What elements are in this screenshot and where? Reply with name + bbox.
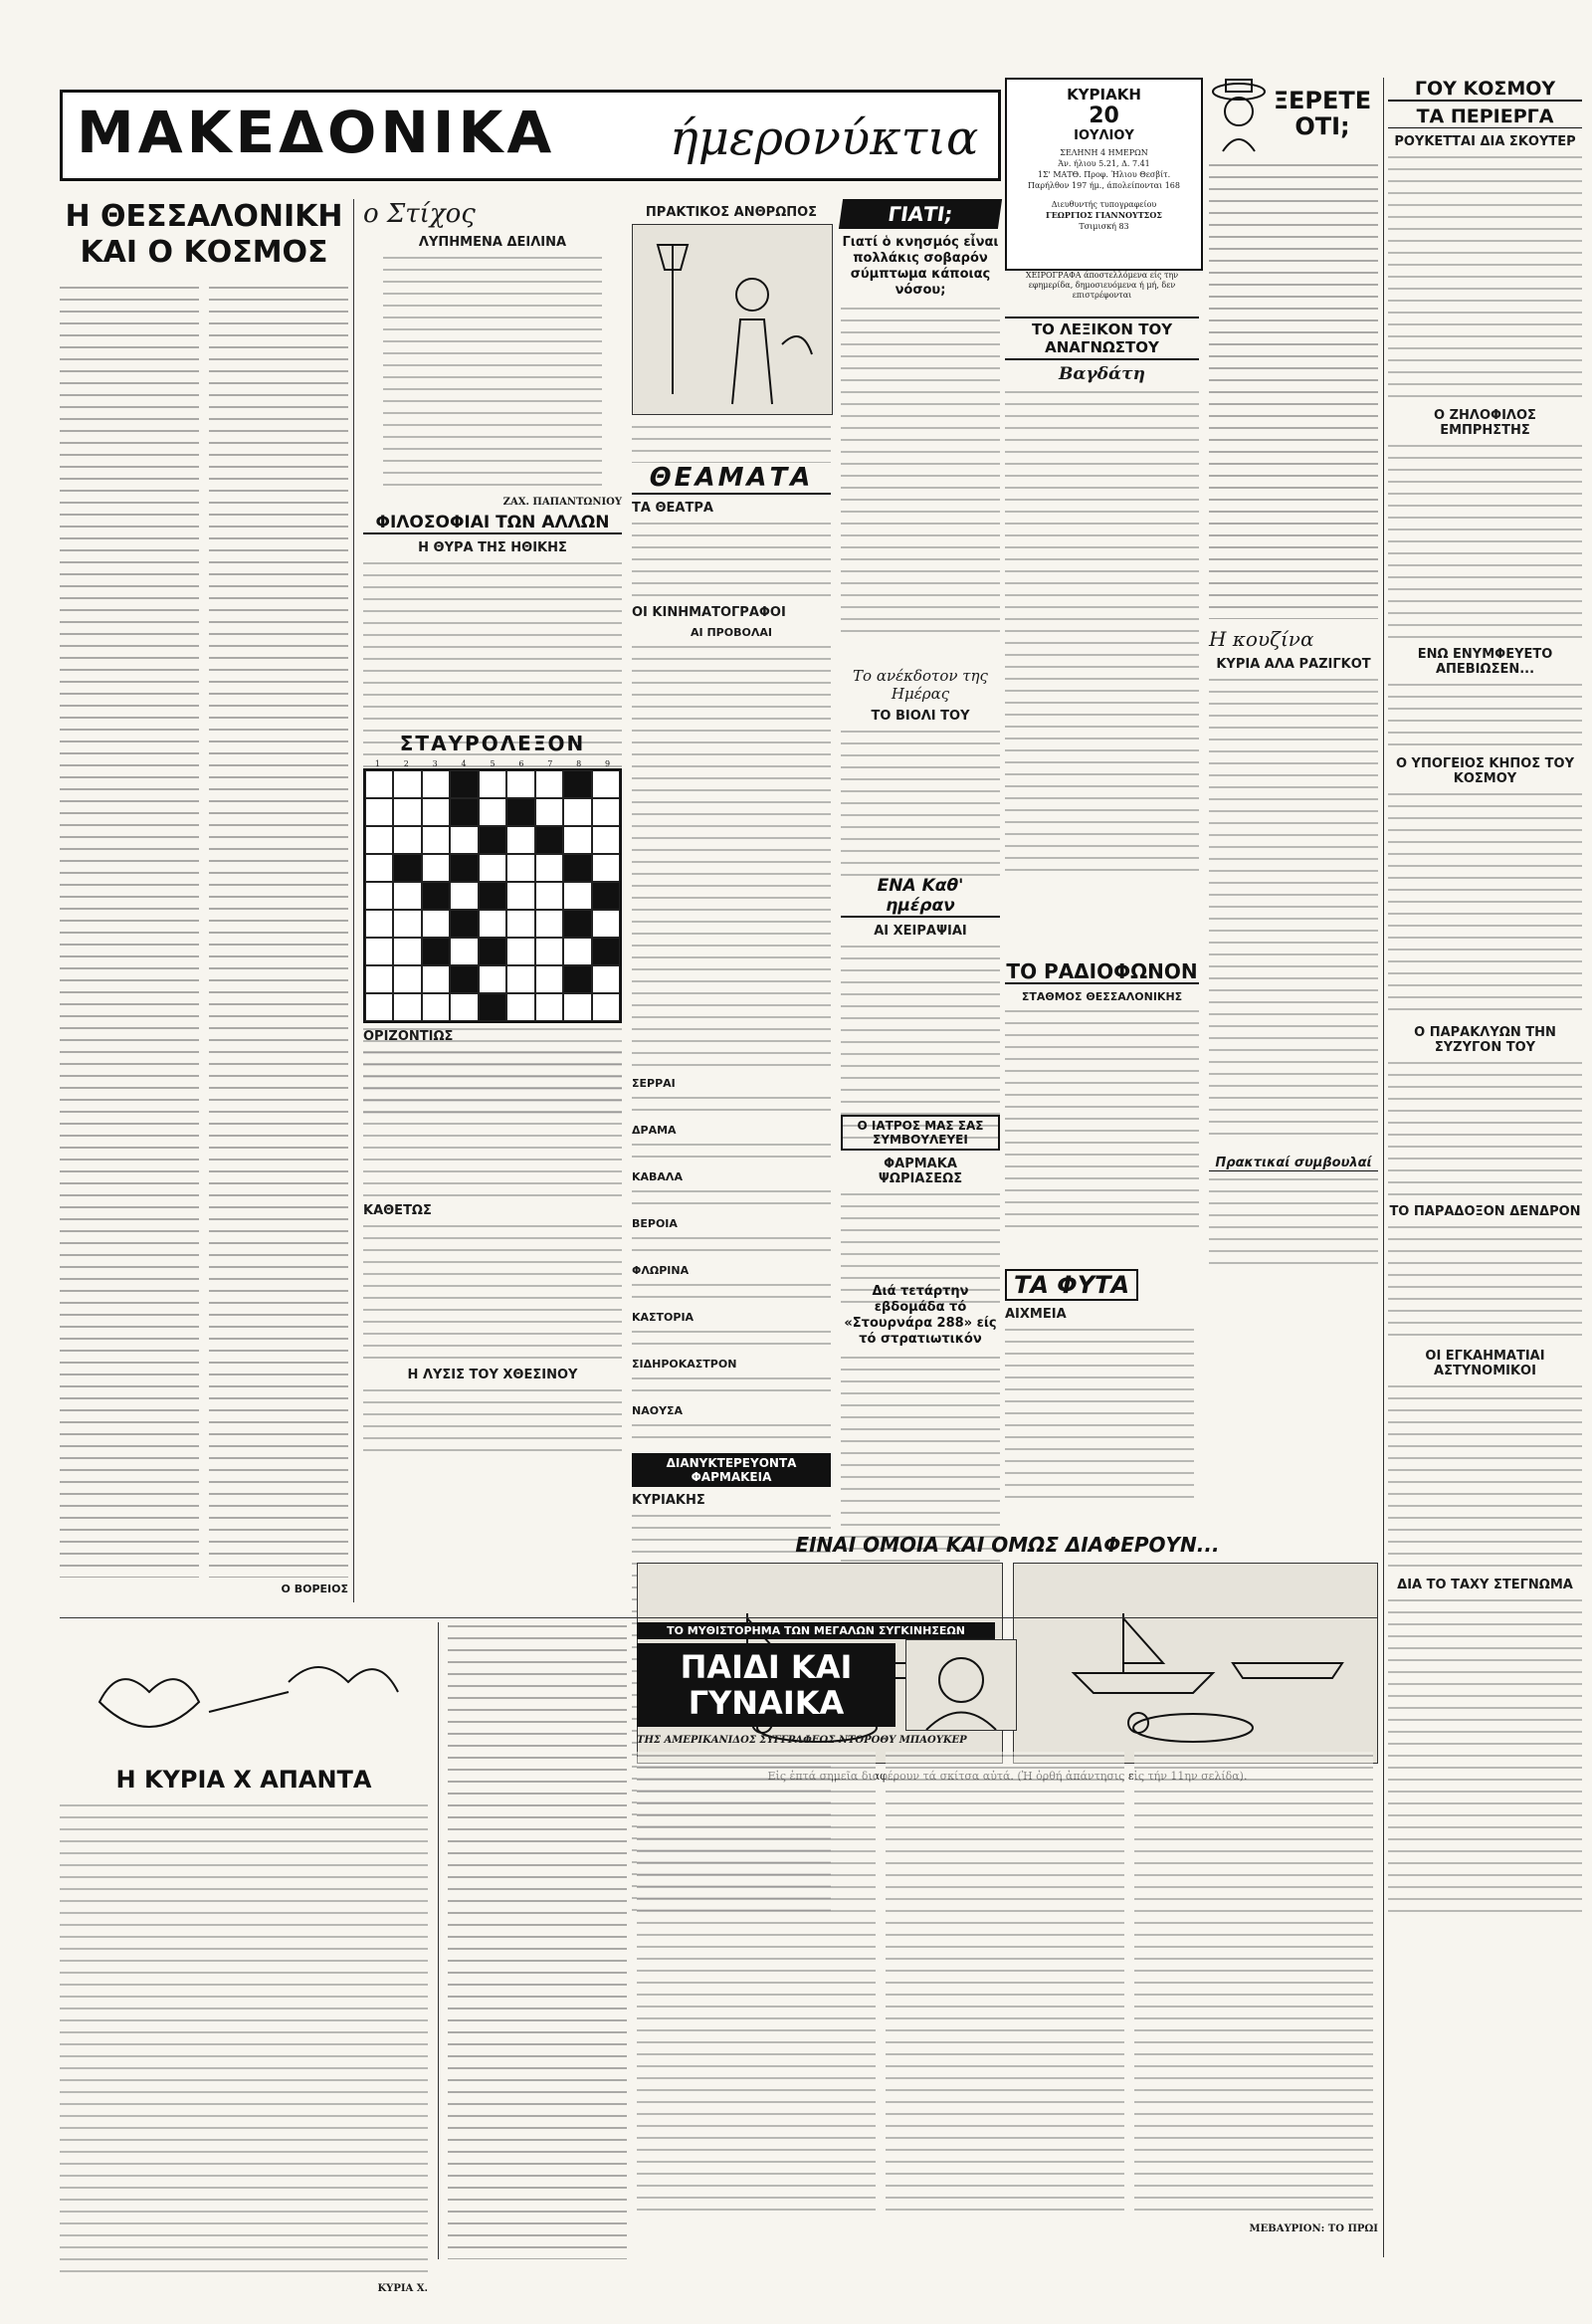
story-body bbox=[1388, 1596, 1582, 1915]
crossword-cell[interactable] bbox=[422, 965, 450, 993]
crossword-cell[interactable] bbox=[450, 993, 478, 1021]
crossword-cell bbox=[450, 770, 478, 798]
date-box bbox=[1005, 78, 1203, 271]
city-listing bbox=[632, 1187, 831, 1211]
anekdoton-body bbox=[841, 728, 1000, 877]
crossword-cell[interactable] bbox=[365, 993, 393, 1021]
ta-periérga-head: ΤΑ ΠΕΡΙΕΡΓΑ bbox=[1388, 106, 1582, 128]
crossword-cell[interactable] bbox=[479, 854, 506, 882]
crossword-cell[interactable] bbox=[479, 910, 506, 938]
lexikon-body bbox=[1005, 388, 1199, 876]
kouzina-section bbox=[1209, 627, 1378, 1144]
xerete-box bbox=[1209, 78, 1378, 157]
crossword-cell[interactable] bbox=[535, 798, 563, 826]
crossword-cell bbox=[450, 854, 478, 882]
city-head: ΣΙΔΗΡΟΚΑΣΤΡΟΝ bbox=[632, 1358, 737, 1371]
crossword-cell[interactable] bbox=[393, 882, 421, 910]
serial-col bbox=[1134, 1752, 1373, 2219]
crossword-cell bbox=[592, 882, 620, 910]
crossword-cell[interactable] bbox=[393, 965, 421, 993]
crossword-cell[interactable] bbox=[506, 938, 534, 965]
story-body bbox=[1388, 1059, 1582, 1198]
date-day: ΚΥΡΙΑΚΗ bbox=[1067, 86, 1141, 104]
cartoon-image bbox=[632, 224, 833, 415]
city-listing bbox=[632, 1328, 831, 1352]
stichos-subtitle: ΛΥΠΗΜΕΝΑ ΔΕΙΛΙΝΑ bbox=[418, 235, 567, 250]
crossword-cell[interactable] bbox=[365, 854, 393, 882]
theamata-title: ΘΕΑΜΑΤΑ bbox=[632, 463, 831, 495]
story-head: Ο ΥΠΟΓΕΙΟΣ ΚΗΠΟΣ ΤΟΥ ΚΟΣΜΟΥ bbox=[1395, 756, 1574, 786]
story-head: ΤΟ ΠΑΡΑΔΟΞΟΝ ΔΕΝΔΡΟΝ bbox=[1389, 1204, 1581, 1219]
masthead-script: ήμερονύκτια bbox=[670, 110, 979, 166]
crossword-title: ΣΤΑΥΡΟΛΕΞΟΝ bbox=[399, 732, 586, 755]
crossword-cell[interactable] bbox=[563, 882, 591, 910]
giati-headline: Γιατί ὁ κνησμός εἶναι πολλάκις σοβαρόν σύμπτωμα κάποιας νόσου; bbox=[842, 235, 999, 298]
lexikon-section bbox=[1005, 317, 1199, 876]
crossword-number: 7 bbox=[547, 759, 553, 768]
iatros-subtitle: ΦΑΡΜΑΚΑ ΨΩΡΙΑΣΕΩΣ bbox=[878, 1157, 963, 1186]
city-listing bbox=[632, 1234, 831, 1258]
date-number: 20 bbox=[1089, 104, 1119, 128]
crossword-cell[interactable] bbox=[535, 993, 563, 1021]
city-listing bbox=[632, 1094, 831, 1118]
crossword-cell bbox=[479, 993, 506, 1021]
story-body bbox=[1388, 1223, 1582, 1343]
crossword-cell[interactable] bbox=[393, 993, 421, 1021]
right-column bbox=[1388, 78, 1582, 2068]
crossword-cell[interactable] bbox=[479, 965, 506, 993]
crossword-across-clues bbox=[363, 1048, 622, 1197]
city-head: ΣΕΡΡΑΙ bbox=[632, 1077, 676, 1090]
crossword-number: 9 bbox=[605, 759, 611, 768]
crossword-cell[interactable] bbox=[592, 965, 620, 993]
crossword-cell[interactable] bbox=[563, 798, 591, 826]
crossword-cell[interactable] bbox=[506, 854, 534, 882]
story-body bbox=[1388, 153, 1582, 402]
serial-section bbox=[637, 1622, 1378, 2234]
crossword-cell[interactable] bbox=[393, 826, 421, 854]
crossword-solution-head: Η ΛΥΣΙΣ ΤΟΥ ΧΘΕΣΙΝΟΥ bbox=[407, 1368, 578, 1382]
crossword-cell[interactable] bbox=[506, 993, 534, 1021]
story-body bbox=[1388, 1382, 1582, 1572]
story-head: ΟΙ ΕΓΚΑΗΜΑΤΙΑΙ ΑΣΤΥΝΟΜΙΚΟΙ bbox=[1425, 1349, 1545, 1378]
crossword-numbers bbox=[363, 759, 622, 768]
crossword-cell[interactable] bbox=[506, 882, 534, 910]
stournara-section bbox=[841, 1284, 1000, 1563]
lead-body-col2 bbox=[209, 284, 348, 1578]
filosofies-subtitle: Η ΘΥΡΑ ΤΗΣ ΗΘΙΚΗΣ bbox=[418, 540, 567, 555]
stichos-title: ο Στίχος bbox=[363, 199, 476, 229]
city-head: ΔΡΑΜΑ bbox=[632, 1124, 677, 1137]
crossword-cell bbox=[563, 854, 591, 882]
crossword-cell[interactable] bbox=[592, 826, 620, 854]
stournara-headline: Διά τετάρτην εβδομάδα τό «Στουρνάρα 288» είς τό στρατιωτικόν bbox=[844, 1284, 997, 1347]
serial-col bbox=[886, 1752, 1124, 2219]
lead-signature: Ο ΒΟΡΕΙΟΣ bbox=[281, 1583, 348, 1595]
xerete-body bbox=[1209, 161, 1378, 619]
farmakeia-title: ΔΙΑΝΥΚΤΕΡΕΥΟΝΤΑ ΦΑΡΜΑΚΕΙΑ bbox=[632, 1453, 831, 1487]
crossword-cell[interactable] bbox=[592, 798, 620, 826]
manuscripts-note: ΧΕΙΡΟΓΡΑΦΑ άποστελλόμενα είς την εφημερίδα, δημοσιευόμενα ή μή, δεν επιστρέφονται bbox=[1025, 271, 1179, 300]
praktikos-title: ΠΡΑΚΤΙΚΟΣ ΑΝΘΡΩΠΟΣ bbox=[645, 205, 818, 220]
serial-title: ΠΑΙΔΙ ΚΑΙ ΓΥΝΑΙΚΑ bbox=[637, 1643, 896, 1727]
crossword-cell bbox=[422, 882, 450, 910]
radio-title: ΤΟ ΡΑΔΙΟΦΩΝΟΝ bbox=[1006, 959, 1198, 983]
section-rule bbox=[60, 1617, 1378, 1618]
cupid-icon bbox=[60, 1622, 428, 1762]
crossword-cell[interactable] bbox=[393, 798, 421, 826]
crossword-cell[interactable] bbox=[365, 826, 393, 854]
serial-byline: ΤΗΣ ΑΜΕΡΙΚΑΝΙΔΟΣ ΣΥΓΓΡΑΦΕΩΣ ΝΤΟΡΟΘΥ ΜΠΑΟΥΚΕΡ bbox=[637, 1735, 967, 1746]
kouzina-body bbox=[1209, 676, 1378, 1144]
crossword-cell bbox=[479, 938, 506, 965]
iatros-section bbox=[841, 1115, 1000, 1310]
crossword-cell[interactable] bbox=[563, 938, 591, 965]
cinemas-head: ΟΙ ΚΙΝΗΜΑΤΟΓΡΑΦΟΙ bbox=[632, 605, 786, 620]
cartoon-caption bbox=[632, 423, 831, 463]
kyria-body bbox=[60, 1801, 428, 2279]
iatros-title: Ο ΙΑΤΡΟΣ ΜΑΣ ΣΑΣ ΣΥΜΒΟΥΛΕΥΕΙ bbox=[841, 1115, 1000, 1151]
fyta-body bbox=[1005, 1326, 1194, 1505]
city-listing bbox=[632, 1281, 831, 1305]
date-lines bbox=[1007, 147, 1201, 191]
giati-section bbox=[841, 199, 1000, 633]
story-body bbox=[1388, 681, 1582, 750]
crossword-cell bbox=[479, 826, 506, 854]
crossword-cell bbox=[506, 798, 534, 826]
city-head: ΚΑΒΑΛΑ bbox=[632, 1170, 683, 1183]
crossword-cell[interactable] bbox=[365, 882, 393, 910]
anekdoton-title: Το ανέκδοτον της Ημέρας bbox=[853, 667, 988, 703]
radio-schedule bbox=[1005, 1007, 1199, 1236]
crossword-cell[interactable] bbox=[422, 993, 450, 1021]
serial-columns bbox=[637, 1752, 1378, 2219]
crossword-cell[interactable] bbox=[563, 826, 591, 854]
printer-info bbox=[1007, 199, 1201, 232]
masthead-banner bbox=[60, 90, 1001, 181]
crossword-cell bbox=[535, 826, 563, 854]
crossword-cell bbox=[393, 854, 421, 882]
crossword-cell[interactable] bbox=[393, 938, 421, 965]
crossword-cell[interactable] bbox=[422, 910, 450, 938]
crossword-cell[interactable] bbox=[450, 938, 478, 965]
crossword-cell[interactable] bbox=[422, 826, 450, 854]
tou-kosmou-head: ΓΟΥ ΚΟΣΜΟΥ bbox=[1388, 78, 1582, 102]
crossword-cell[interactable] bbox=[479, 770, 506, 798]
crossword-number: 3 bbox=[432, 759, 438, 768]
city-listing bbox=[632, 1141, 831, 1164]
crossword-cell[interactable] bbox=[535, 910, 563, 938]
portrait-image bbox=[905, 1639, 1017, 1731]
kyria-title: Η ΚΥΡΙΑ Χ ΑΠΑΝΤΑ bbox=[115, 1766, 372, 1794]
story-body bbox=[1388, 442, 1582, 641]
lexikon-word: Βαγδάτη bbox=[1059, 364, 1145, 384]
crossword-cell[interactable] bbox=[393, 770, 421, 798]
crossword-cell bbox=[592, 938, 620, 965]
serial-kicker: ΤΟ ΜΥΘΙΣΤΟΡΗΜΑ ΤΩΝ ΜΕΓΑΛΩΝ ΣΥΓΚΙΝΗΣΕΩΝ bbox=[637, 1622, 995, 1639]
crossword-number: 1 bbox=[374, 759, 380, 768]
kathimeran-subtitle: ΑΙ ΧΕΙΡΑΨΙΑΙ bbox=[874, 924, 967, 939]
column-rule bbox=[1383, 78, 1384, 2257]
crossword-cell[interactable] bbox=[592, 993, 620, 1021]
screenings-head: ΑΙ ΠΡΟΒΟΛΑΙ bbox=[691, 626, 772, 639]
crossword-cell[interactable] bbox=[422, 770, 450, 798]
crossword-cell[interactable] bbox=[479, 798, 506, 826]
story-head: ΔΙΑ ΤΟ ΤΑΧΥ ΣΤΕΓΝΩΜΑ bbox=[1397, 1578, 1573, 1592]
story-body bbox=[1388, 790, 1582, 1019]
city-listing bbox=[632, 1374, 831, 1398]
poem-body bbox=[383, 254, 602, 493]
story-head: ΕΝΩ ΕΝΥΜΦΕΥΕΤΟ ΑΠΕΒΙΩΣΕΝ... bbox=[1417, 647, 1553, 677]
lead-headline: Η ΘΕΣΣΑΛΟΝΙΚΗ ΚΑΙ Ο ΚΟΣΜΟΣ bbox=[65, 199, 343, 270]
kouzina-title: Η κουζίνα bbox=[1209, 627, 1314, 651]
story-head: Ο ΠΑΡΑΚΛΥΩΝ ΤΗΝ ΣΥΖΥΓΟΝ ΤΟΥ bbox=[1414, 1025, 1556, 1055]
theamata-section bbox=[632, 463, 831, 1445]
praktikes-section bbox=[1209, 1150, 1378, 1270]
crossword-cell[interactable] bbox=[450, 882, 478, 910]
printer-address: Τσιμισκή 83 bbox=[1079, 222, 1129, 231]
kouzina-subtitle: ΚΥΡΙΑ ΑΛΑ ΡΑΖΙΓΚΟΤ bbox=[1216, 657, 1371, 672]
crossword-cell[interactable] bbox=[393, 910, 421, 938]
crossword-cell bbox=[563, 965, 591, 993]
crossword-number: 2 bbox=[403, 759, 409, 768]
date-month: ΙΟΥΛΙΟΥ bbox=[1074, 128, 1134, 143]
crossword-cell[interactable] bbox=[365, 770, 393, 798]
serial-header bbox=[637, 1639, 1378, 1731]
stournara-body bbox=[841, 1354, 1000, 1563]
anekdoton-subtitle: ΤΟ ΒΙΟΛΙ ΤΟΥ bbox=[871, 709, 970, 724]
filosofies-title: ΦΙΛΟΣΟΦΙΑΙ ΤΩΝ ΑΛΛΩΝ bbox=[363, 513, 622, 534]
crossword-section bbox=[363, 732, 622, 1456]
puzzle-title: ΕΙΝΑΙ ΟΜΟΙΑ ΚΑΙ ΟΜΩΣ ΔΙΑΦΕΡΟΥΝ... bbox=[795, 1533, 1220, 1557]
crossword-number: 6 bbox=[518, 759, 524, 768]
cinemas-list bbox=[632, 643, 831, 1071]
story-head: Ο ΖΗΛΟΦΙΛΟΣ ΕΜΠΡΗΣΤΗΣ bbox=[1434, 408, 1536, 438]
radio-section bbox=[1005, 960, 1199, 1236]
date-line: 1Σ' ΜΑΤΘ. Προφ. Ήλιου Θεσβίτ. bbox=[1037, 170, 1171, 179]
city-head: ΝΑΟΥΣΑ bbox=[632, 1404, 684, 1417]
radio-station: ΣΤΑΘΜΟΣ ΘΕΣΣΑΛΟΝΙΚΗΣ bbox=[1021, 990, 1183, 1003]
fyta-section bbox=[1005, 1269, 1378, 1505]
city-head: ΒΕΡΟΙΑ bbox=[632, 1217, 678, 1230]
kathimeran-title: ΕΝΑ Καθ' ημέραν bbox=[841, 876, 1000, 918]
date-line: ΣΕΛΗΝΗ 4 ΗΜΕΡΩΝ bbox=[1060, 148, 1148, 157]
crossword-grid[interactable] bbox=[363, 768, 622, 1023]
crossword-cell[interactable] bbox=[506, 965, 534, 993]
crossword-cell bbox=[450, 910, 478, 938]
lexikon-title: ΤΟ ΛΕΞΙΚΟΝ ΤΟΥ ΑΝΑΓΝΩΣΤΟΥ bbox=[1005, 317, 1199, 360]
kyria-signature: ΚΥΡΙΑ Χ. bbox=[377, 2283, 428, 2294]
city-head: ΚΑΣΤΟΡΙΑ bbox=[632, 1311, 695, 1324]
kathimeran-section bbox=[841, 876, 1000, 1142]
column-rule bbox=[438, 1622, 439, 2259]
crossword-cell bbox=[563, 910, 591, 938]
crossword-cell bbox=[422, 938, 450, 965]
crossword-cell[interactable] bbox=[592, 910, 620, 938]
crossword-down-clues bbox=[363, 1222, 622, 1362]
serial-col bbox=[637, 1752, 876, 2219]
crossword-cell[interactable] bbox=[422, 854, 450, 882]
city-head: ΦΛΩΡΙΝΑ bbox=[632, 1264, 690, 1277]
serial-col1 bbox=[448, 1622, 627, 2259]
kyria-section bbox=[60, 1622, 428, 2294]
printer-name: ΓΕΩΡΓΙΟΣ ΓΙΑΝΝΟΥΤΣΟΣ bbox=[1046, 210, 1162, 220]
giati-label: ΓΙΑΤΙ; bbox=[839, 199, 1002, 229]
crossword-cell[interactable] bbox=[506, 770, 534, 798]
fyta-title: ΤΑ ΦΥΤΑ bbox=[1005, 1269, 1138, 1301]
column-rule bbox=[353, 199, 354, 1602]
lead-body-col1 bbox=[60, 284, 199, 1578]
crossword-number: 4 bbox=[461, 759, 467, 768]
theatres-head: ΤΑ ΘΕΑΤΡΑ bbox=[632, 501, 713, 516]
crossword-cell[interactable] bbox=[535, 770, 563, 798]
crossword-solution bbox=[363, 1386, 622, 1456]
city-listing bbox=[632, 1421, 831, 1445]
anekdoton-section bbox=[841, 667, 1000, 877]
crossword-cell[interactable] bbox=[365, 938, 393, 965]
crossword-cell[interactable] bbox=[365, 965, 393, 993]
date-line: Παρήλθον 197 ήμ., άπολείπονται 168 bbox=[1028, 181, 1180, 190]
crossword-cell[interactable] bbox=[563, 993, 591, 1021]
crossword-cell[interactable] bbox=[535, 965, 563, 993]
crossword-cell bbox=[563, 770, 591, 798]
praktikes-title: Πρακτικαί συμβουλαί bbox=[1209, 1156, 1378, 1171]
praktikes-body bbox=[1209, 1175, 1378, 1270]
crossword-cell[interactable] bbox=[535, 854, 563, 882]
crossword-number: 5 bbox=[490, 759, 496, 768]
crossword-across-head: ΟΡΙΖΟΝΤΙΩΣ bbox=[363, 1029, 454, 1044]
praktikos-section bbox=[632, 199, 831, 463]
story-head: ΡΟΥΚΕΤΤΑΙ ΔΙΑ ΣΚΟΥΤΕΡ bbox=[1394, 134, 1576, 149]
crossword-cell bbox=[450, 798, 478, 826]
crossword-cell[interactable] bbox=[535, 882, 563, 910]
man-with-hat-icon bbox=[1209, 78, 1269, 152]
date-line: Άν. ήλιου 5.21, Δ. 7.41 bbox=[1058, 159, 1150, 168]
crossword-cell[interactable] bbox=[535, 938, 563, 965]
poem-author: ΖΑΧ. ΠΑΠΑΝΤΩΝΙΟΥ bbox=[502, 497, 622, 508]
theatres-list bbox=[632, 520, 831, 599]
crossword-cell[interactable] bbox=[592, 854, 620, 882]
crossword-cell[interactable] bbox=[422, 798, 450, 826]
crossword-down-head: ΚΑΘΕΤΩΣ bbox=[363, 1203, 432, 1218]
kathimeran-body bbox=[841, 943, 1000, 1142]
crossword-cell[interactable] bbox=[450, 826, 478, 854]
printer-label: Διευθυντής τυπογραφείου bbox=[1051, 200, 1157, 209]
stichos-section bbox=[363, 199, 622, 508]
crossword-cell[interactable] bbox=[365, 798, 393, 826]
crossword-cell[interactable] bbox=[365, 910, 393, 938]
fyta-subtitle: ΑΙΧΜΕΙΑ bbox=[1005, 1307, 1067, 1322]
crossword-cell[interactable] bbox=[506, 910, 534, 938]
masthead-title: ΜΑΚΕΔΟΝΙΚΑ bbox=[77, 99, 556, 166]
crossword-cell bbox=[479, 882, 506, 910]
xerete-title: ΞΕΡΕΤΕ ΟΤΙ; bbox=[1273, 87, 1372, 140]
crossword-cell[interactable] bbox=[592, 770, 620, 798]
crossword-cell bbox=[450, 965, 478, 993]
city-listings bbox=[632, 1077, 831, 1445]
crossword-cell[interactable] bbox=[506, 826, 534, 854]
crossword-number: 8 bbox=[576, 759, 582, 768]
farmakeia-day: ΚΥΡΙΑΚΗΣ bbox=[632, 1493, 705, 1508]
serial-signature: ΜΕΒΑΥΡΙΟΝ: ΤΟ ΠΡΩΙ bbox=[1249, 2223, 1378, 2234]
giati-body bbox=[841, 305, 1000, 633]
